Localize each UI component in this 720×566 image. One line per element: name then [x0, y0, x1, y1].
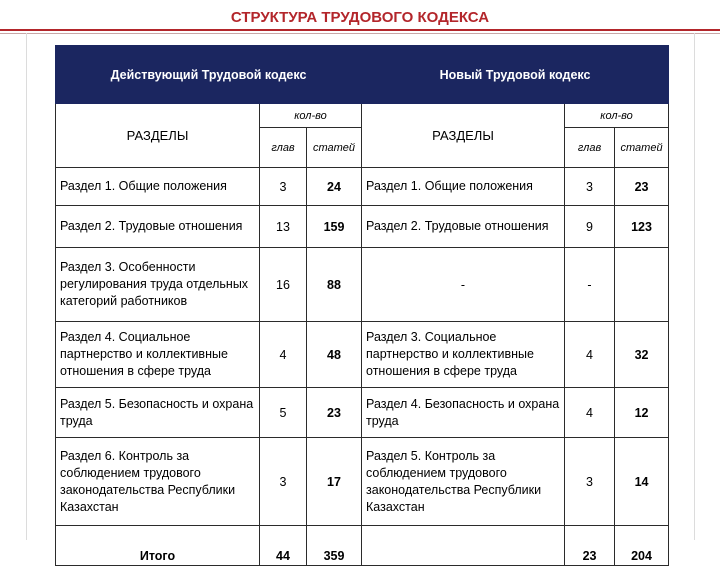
old-chapters-header: глав	[260, 128, 307, 168]
page-title: СТРУКТУРА ТРУДОВОГО КОДЕКСА	[230, 9, 490, 26]
total-old-articles: 359	[307, 526, 362, 566]
old-chapters: 4	[260, 322, 307, 388]
old-count-header: кол-во	[260, 104, 362, 128]
new-section-name: Раздел 3. Социальное партнерство и коллективные отношения в сфере труда	[362, 322, 565, 388]
old-articles: 23	[307, 388, 362, 438]
current-code-header: Действующий Трудовой кодекс	[56, 46, 362, 104]
total-new-name	[362, 526, 565, 566]
old-section-name: Раздел 6. Контроль за соблюдением трудового законодательства Республики Казахстан	[56, 438, 260, 526]
table-row	[56, 438, 669, 526]
new-chapters: 4	[565, 388, 615, 438]
new-chapters: 9	[565, 206, 615, 248]
old-chapters: 16	[260, 248, 307, 322]
new-sections-header: РАЗДЕЛЫ	[362, 104, 565, 168]
new-section-name: Раздел 5. Контроль за соблюдением трудового законодательства Республики Казахстан	[362, 438, 565, 526]
margin-line-right	[694, 33, 695, 540]
old-section-name: Раздел 2. Трудовые отношения	[56, 206, 260, 248]
table-row	[56, 322, 669, 388]
old-chapters: 3	[260, 438, 307, 526]
new-chapters: 3	[565, 438, 615, 526]
old-articles: 48	[307, 322, 362, 388]
old-articles: 24	[307, 168, 362, 206]
old-articles-header: статей	[307, 128, 362, 168]
old-section-name: Раздел 4. Социальное партнерство и коллективные отношения в сфере труда	[56, 322, 260, 388]
old-articles: 17	[307, 438, 362, 526]
new-section-name: Раздел 4. Безопасность и охрана труда	[362, 388, 565, 438]
code-structure-table	[55, 45, 669, 566]
new-articles: 23	[615, 168, 669, 206]
new-articles	[615, 248, 669, 322]
total-new-articles: 204	[615, 526, 669, 566]
new-chapters: 4	[565, 322, 615, 388]
new-code-header: Новый Трудовой кодекс	[362, 46, 669, 104]
new-section-name: -	[362, 248, 565, 322]
table-row	[56, 248, 669, 322]
old-articles: 88	[307, 248, 362, 322]
header-band-row	[56, 46, 669, 104]
title-rule	[0, 29, 720, 31]
old-sections-header: РАЗДЕЛЫ	[56, 104, 260, 168]
old-section-name: Раздел 1. Общие положения	[56, 168, 260, 206]
old-section-name: Раздел 5. Безопасность и охрана труда	[56, 388, 260, 438]
old-section-name: Раздел 3. Особенности регулирования труда отдельных категорий работников	[56, 248, 260, 322]
new-articles: 123	[615, 206, 669, 248]
new-section-name: Раздел 1. Общие положения	[362, 168, 565, 206]
new-articles: 14	[615, 438, 669, 526]
old-chapters: 5	[260, 388, 307, 438]
new-articles: 12	[615, 388, 669, 438]
table-row	[56, 388, 669, 438]
new-count-header: кол-во	[565, 104, 669, 128]
old-articles: 159	[307, 206, 362, 248]
margin-line-left	[26, 33, 27, 540]
subheader-row-count	[56, 104, 669, 128]
title-rule-thin	[0, 33, 720, 34]
total-old-chapters: 44	[260, 526, 307, 566]
old-chapters: 3	[260, 168, 307, 206]
old-chapters: 13	[260, 206, 307, 248]
new-articles-header: статей	[615, 128, 669, 168]
table-row	[56, 168, 669, 206]
new-chapters: -	[565, 248, 615, 322]
new-articles: 32	[615, 322, 669, 388]
new-chapters-header: глав	[565, 128, 615, 168]
new-section-name: Раздел 2. Трудовые отношения	[362, 206, 565, 248]
new-chapters: 3	[565, 168, 615, 206]
total-label: Итого	[56, 526, 260, 566]
total-new-chapters: 23	[565, 526, 615, 566]
total-row	[56, 526, 669, 566]
table-row	[56, 206, 669, 248]
